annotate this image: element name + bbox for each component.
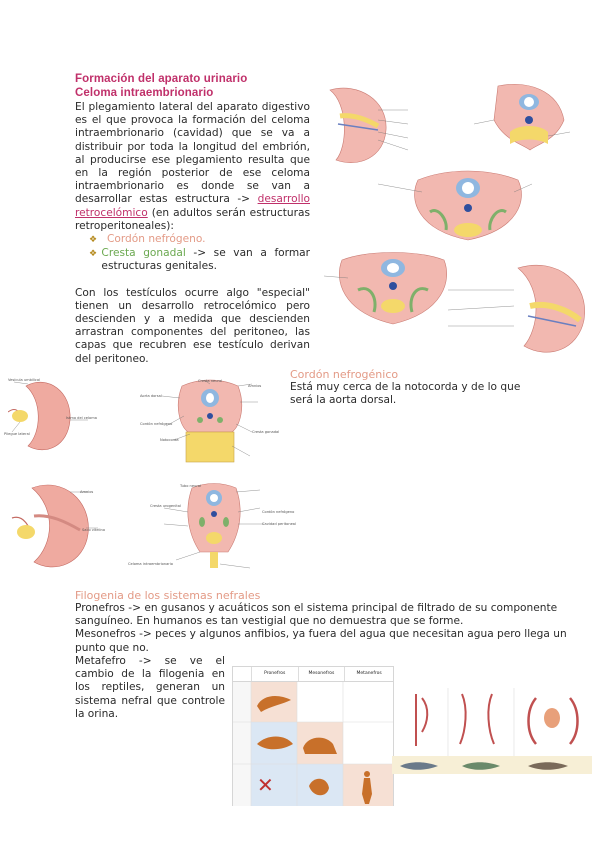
- label-aorta: Aorta dorsal: [140, 394, 162, 398]
- label-cavidad: Cavidad peritoneal: [262, 522, 297, 526]
- table-header-row: [233, 667, 393, 682]
- label-cordon-cs1: Cordón nefrógeno: [140, 422, 173, 426]
- intro-section: [75, 72, 310, 366]
- cross-section-2: [140, 482, 300, 574]
- label-vesicula: Vesícula umbilical: [8, 378, 41, 382]
- filogenia-title: Filogenia de los sistemas nefrales: [75, 589, 261, 602]
- label-saco: Saco vitelino: [82, 528, 106, 532]
- label-notocorda: Notocorda: [160, 438, 179, 442]
- label-cresta-neural: Cresta neural: [198, 379, 223, 383]
- label-amnios-cs1: Amnios: [248, 384, 262, 388]
- kidney-evolution-diagram: [392, 688, 592, 774]
- celoma-figure: [318, 80, 590, 368]
- cordon-title: Cordón nefrogénico: [290, 368, 399, 381]
- label-pliegue: Pliegue lateral: [4, 432, 30, 436]
- cross-section-diagram-2: [140, 482, 300, 574]
- intro-paragraph-text: El plegamiento lateral del aparato digestivo es el que provoca la formación del celoma intraembrionario (cavidad) que se va a distribuir por toda la longitud del embrión, al producirse ese plegamiento resulta que en la región posterior de ese celoma intraembrionario es donde se van a desarrollar estas estructura ->: [75, 101, 310, 206]
- cordon-text: Está muy cerca de la notocorda y de lo que será la aorta dorsal.: [290, 381, 521, 407]
- kidney-evolution-figure: [392, 688, 592, 774]
- table-header-cell: Pronefros: [251, 667, 298, 681]
- testicle-paragraph: Con los testículos ocurre algo "especial" tienen un desarrollo retrocelómico pero descienden y a medida que descienden arrastran componentes del peritoneo, las capas que recubren ese testículo derivan del peritoneo.: [75, 286, 310, 365]
- label-tubo-neural: Tubo neural: [180, 484, 201, 488]
- metanefros-paragraph: Metafefro -> se ve el cambio de la filogenia en los reptiles, generan un sistema nefral que controle la orina.: [75, 655, 225, 720]
- label-cresta-urogenital: Cresta urogenital: [150, 504, 181, 508]
- list-item: [89, 233, 310, 247]
- intro-paragraph: [75, 101, 310, 233]
- bullet-cresta: Cresta gonadal: [101, 247, 186, 260]
- label-cordon-cs2: Cordón nefrógeno: [262, 510, 295, 514]
- list-item: [89, 247, 310, 273]
- pronefros-paragraph: Pronefros -> en gusanos y acuáticos son el sistema principal de filtrado de su componente sanguíneo. En humanos es tan vestigial que no demuestra que se forme.: [75, 602, 558, 628]
- bullet-cresta-rest: -> se van a formar estructuras genitales.: [101, 247, 310, 273]
- mesonefros-paragraph: Mesonefros -> peces y algunos anfibios, ya fuera del agua que necesitan agua pero llega un punto que no.: [75, 628, 567, 654]
- table-header-cell: Mesonefros: [298, 667, 345, 681]
- label-amnios: Amnios: [80, 490, 94, 494]
- filogenia-section: [75, 589, 595, 655]
- label-celoma-cs2: Celoma intraembrionario: [128, 562, 173, 566]
- diamond-bullet-icon: ❖: [89, 249, 98, 260]
- cordon-section: [290, 368, 540, 407]
- nephros-table: [232, 666, 394, 806]
- label-istmo: Istmo del celoma: [66, 416, 97, 420]
- retrocelomic-link[interactable]: desarrollo retrocelómico: [75, 193, 310, 219]
- celoma-diagram: [318, 80, 590, 368]
- absent-cross-icon: ✕: [257, 773, 274, 797]
- label-cresta-gonadal: Cresta gonadal: [252, 430, 280, 434]
- diamond-bullet-icon: ❖: [89, 235, 98, 246]
- section-title: Formación del aparato urinario: [75, 73, 248, 85]
- intro-paragraph-tail: (en adultos serán estructuras retroperitoneales):: [75, 206, 310, 232]
- bullet-cordon: Cordón nefrógeno.: [107, 233, 206, 246]
- table-header-cell: Metanefros: [344, 667, 393, 681]
- section-subtitle: Celoma intraembrionario: [75, 87, 214, 99]
